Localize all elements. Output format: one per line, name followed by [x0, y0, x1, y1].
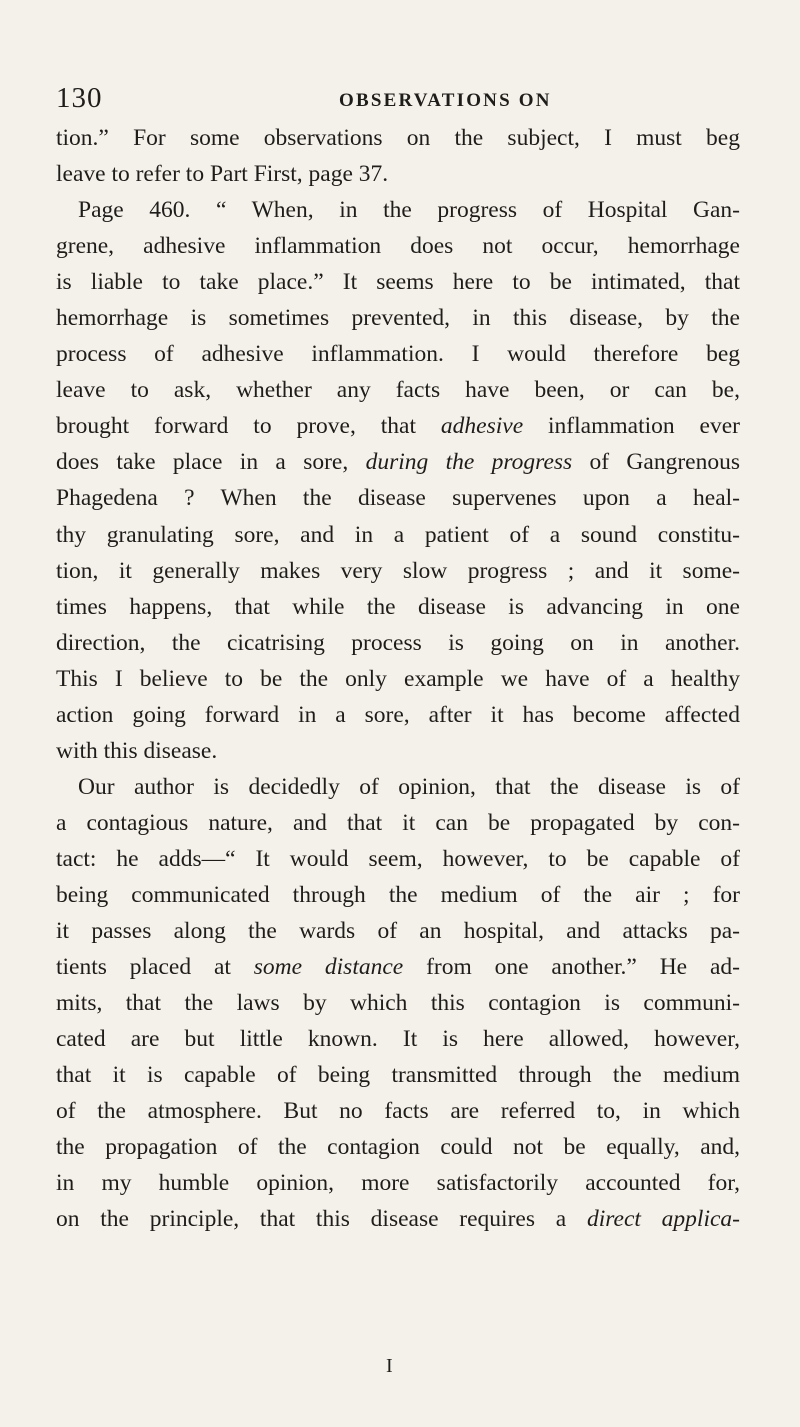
text-line: a contagious nature, and that it can be propagated by con- [56, 809, 740, 836]
emphasis: some distance [253, 954, 404, 981]
text-line: Our author is decidedly of opinion, that the disease is of [78, 773, 740, 800]
text-line: mits, that the laws by which this contagion is communi- [56, 990, 740, 1017]
text-line: with this disease. [56, 737, 218, 764]
text-line: tact: he adds—“ It would seem, however, to be capable of [56, 845, 740, 872]
text-line: is liable to take place.” It seems here to be intimated, that [56, 269, 740, 296]
text-line: in my humble opinion, more satisfactorily accounted for, [56, 1170, 740, 1197]
text-line: being communicated through the medium of the air ; for [56, 881, 740, 908]
emphasis: adhesive [440, 413, 524, 440]
text-line: cated are but little known. It is here allowed, however, [56, 1026, 740, 1053]
text-line: hemorrhage is sometimes prevented, in this disease, by the [56, 305, 740, 332]
running-title: OBSERVATIONS ON [339, 90, 552, 111]
text-line: of the atmosphere. But no facts are referred to, in which [56, 1098, 740, 1125]
text-line: does take place in a sore, during the progress of Gangrenous [56, 449, 740, 476]
text-line: it passes along the wards of an hospital, and attacks pa- [56, 918, 740, 945]
text-line: thy granulating sore, and in a patient of a sound constitu- [56, 521, 740, 548]
text-line: tients placed at some distance from one another.” He ad- [56, 954, 740, 981]
text-line: that it is capable of being transmitted through the medium [56, 1062, 740, 1089]
text-line: times happens, that while the disease is advancing in one [56, 593, 740, 620]
text-line: process of adhesive inflammation. I would therefore beg [56, 341, 740, 368]
text-line: leave to ask, whether any facts have been, or can be, [56, 377, 740, 404]
body-text [56, 120, 740, 1237]
text-line: Phagedena ? When the disease supervenes upon a heal- [56, 485, 740, 512]
text-line: tion, it generally makes very slow progress ; and it some- [56, 557, 740, 584]
text-line: grene, adhesive inflammation does not occur, hemorrhage [56, 233, 740, 260]
text-line: on the principle, that this disease requires a direct applica- [56, 1206, 740, 1233]
text-line: This I believe to be the only example we have of a healthy [56, 665, 740, 692]
text-line: the propagation of the contagion could not be equally, and, [56, 1134, 740, 1161]
text-line: brought forward to prove, that adhesive inflammation ever [56, 413, 740, 440]
text-line: action going forward in a sore, after it has become affected [56, 701, 740, 728]
text-line: Page 460. “ When, in the progress of Hospital Gan- [78, 197, 740, 224]
text-line: direction, the cicatrising process is going on in another. [56, 629, 740, 656]
running-head [56, 82, 740, 122]
signature-mark: I [386, 1355, 393, 1377]
emphasis: direct applica- [586, 1206, 740, 1233]
emphasis: during the progress [365, 449, 573, 476]
text-line: leave to refer to Part First, page 37. [56, 161, 389, 188]
page-number: 130 [56, 82, 103, 114]
text-line: tion.” For some observations on the subject, I must beg [56, 125, 740, 151]
